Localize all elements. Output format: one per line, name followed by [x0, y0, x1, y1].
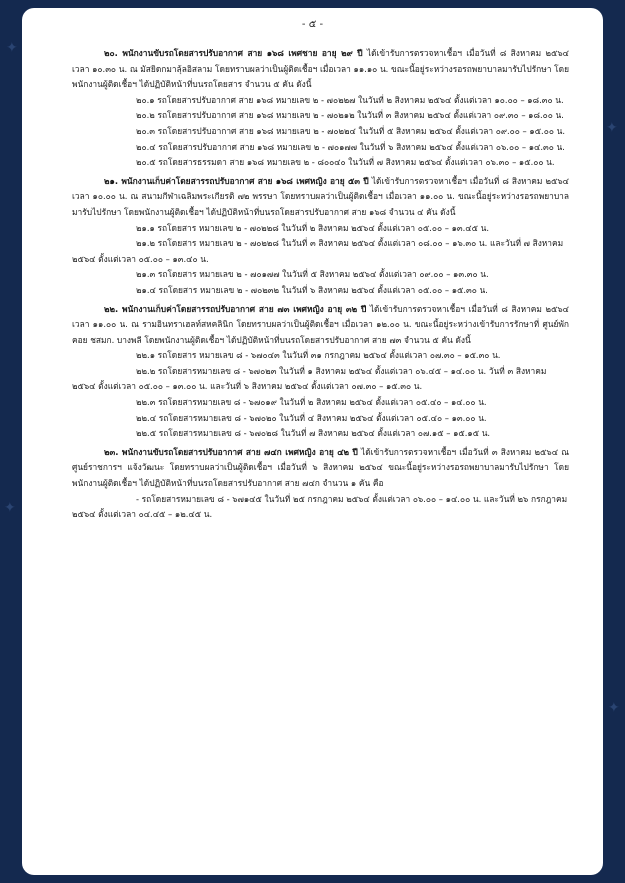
section-title: ๒๑. พนักงานเก็บค่าโดยสารรถปรับอากาศ สาย ๑๖๘ เพศหญิง อายุ ๕๓ ปี	[104, 175, 369, 186]
section-title: ๒๓. พนักงานขับรถโดยสารปรับอากาศ สาย ๗๔ก เพศหญิง อายุ ๔๒ ปี	[104, 446, 358, 457]
section-heading	[72, 46, 569, 93]
section-title: ๒๐. พนักงานขับรถโดยสารปรับอากาศ สาย ๑๖๘ เพศชาย อายุ ๒๙ ปี	[104, 48, 363, 58]
section-description: ได้เข้ารับการตรวจหาเชื้อฯ เมื่อวันที่ ๘ สิงหาคม ๒๕๖๔ เวลา ๑๑.๐๐ น. ณ รามอินทราเฮลท์สหคลินิก โดยทราบผลว่าเป็นผู้ติดเชื้อฯ เมื่อเวลา ๑๒.๐๐ น. ขณะนี้อยู่ระหว่างเข้ารับการรักษาที่ ศูนย์พักคอย ชสมก. บางพลี โดยพนักงานผู้ติดเชื้อฯ ได้ปฏิบัติหน้าที่บนรถโดยสารปรับอากาศ สาย ๗๓ จำนวน ๕ คัน ดังนี้	[72, 303, 569, 345]
section-heading	[72, 174, 569, 221]
list-item: ๒๐.๔ รถโดยสารปรับอากาศ สาย ๑๖๘ หมายเลข ๒ - ๗๐๑๗๗ ในวันที่ ๖ สิงหาคม ๒๕๖๔ ตั้งแต่เวลา ๐๖.๐๐ – ๑๔.๓๐ น.	[136, 141, 565, 152]
list-item: ๒๑.๓ รถโดยสาร หมายเลข ๒ - ๗๐๑๗๗ ในวันที่ ๕ สิงหาคม ๒๕๖๔ ตั้งแต่เวลา ๐๙.๐๐ – ๑๓.๓๐ น.	[136, 269, 489, 280]
list-item: ๒๒.๑ รถโดยสาร หมายเลข ๘ - ๖๗๐๔๓ ในวันที่ ๓๑ กรกฎาคม ๒๕๖๔ ตั้งแต่เวลา ๐๗.๓๐ – ๑๕.๓๐ น.	[136, 350, 501, 361]
list-item: ๒๐.๒ รถโดยสารปรับอากาศ สาย ๑๖๘ หมายเลข ๒ - ๗๐๒๑๒ ในวันที่ ๓ สิงหาคม ๒๕๖๔ ตั้งแต่เวลา ๐๙.๓๐ – ๑๘.๐๐ น.	[136, 110, 564, 121]
section-heading	[72, 302, 569, 349]
section-description: ได้เข้ารับการตรวจหาเชื้อฯ เมื่อวันที่ ๓ สิงหาคม ๒๕๖๔ ณ ศูนย์ราชการฯ แจ้งวัฒนะ โดยทราบผลว่าเป็นผู้ติดเชื้อฯ เมื่อวันที่ ๖ สิงหาคม ๒๕๖๔ ขณะนี้อยู่ระหว่างรอรถพยาบาลมารับไปรักษา โดยพนักงานผู้ติดเชื้อฯ ได้ปฏิบัติหน้าที่บนรถโดยสารปรับอากาศ สาย ๗๔ก จำนวน ๑ คัน คือ	[72, 446, 569, 489]
section-description: ได้เข้ารับการตรวจหาเชื้อฯ เมื่อวันที่ ๘ สิงหาคม ๒๕๖๔ เวลา ๑๐.๐๐ น. ณ สนามกีฬาเฉลิมพระเกียรติ ๗๒ พรรษา โดยทราบผลว่าเป็นผู้ติดเชื้อฯ เมื่อเวลา ๑๑.๐๐ น. ขณะนี้อยู่ระหว่างรอรถพยาบาลมารับไปรักษา โดยพนักงานผู้ติดเชื้อฯ ได้ปฏิบัติหน้าที่บนรถโดยสารปรับอากาศ สาย ๑๖๘ จำนวน ๔ คัน ดังนี้	[72, 175, 569, 217]
list-item: ๒๐.๑ รถโดยสารปรับอากาศ สาย ๑๖๘ หมายเลข ๒ - ๗๐๒๒๗ ในวันที่ ๒ สิงหาคม ๒๕๖๔ ตั้งแต่เวลา ๑๐.๐๐ – ๑๘.๓๐ น.	[136, 94, 564, 105]
background-decoration: ✦	[608, 700, 620, 716]
list-item: ๒๐.๕ รถโดยสารธรรมดา สาย ๑๖๘ หมายเลข ๒ - ๘๐๐๔๐ ในวันที่ ๗ สิงหาคม ๒๕๖๔ ตั้งแต่เวลา ๐๖.๓๐ – ๑๕.๐๐ น.	[136, 157, 555, 168]
document-body	[72, 46, 569, 523]
section-description: ได้เข้ารับการตรวจหาเชื้อฯ เมื่อวันที่ ๘ สิงหาคม ๒๕๖๔ เวลา ๑๐.๓๐ น. ณ มัสยิดกมาลุ้ลอิสลาม โดยทราบผลว่าเป็นผู้ติดเชื้อฯ เมื่อเวลา ๑๑.๑๐ น. ขณะนี้อยู่ระหว่างรอรถพยาบาลมารับไปรักษา โดยพนักงานผู้ติดเชื้อฯ ได้ปฏิบัติหน้าที่บนรถโดยสาร จำนวน ๕ คัน ดังนี้	[72, 48, 569, 90]
list-item: ๒๒.๕ รถโดยสารหมายเลข ๘ - ๖๗๐๒๘ ในวันที่ ๗ สิงหาคม ๒๕๖๔ ตั้งแต่เวลา ๐๗.๑๕ – ๑๕.๑๕ น.	[136, 428, 491, 439]
list-item: ๒๑.๑ รถโดยสาร หมายเลข ๒ - ๗๐๒๒๘ ในวันที่ ๒ สิงหาคม ๒๕๖๔ ตั้งแต่เวลา ๐๕.๐๐ – ๑๓.๔๕ น.	[136, 222, 490, 233]
background-decoration: ✦	[6, 40, 18, 56]
document-page	[22, 8, 603, 875]
list-item: ๒๐.๓ รถโดยสารปรับอากาศ สาย ๑๖๘ หมายเลข ๒ - ๗๐๒๒๔ ในวันที่ ๕ สิงหาคม ๒๕๖๔ ตั้งแต่เวลา ๐๙.๐๐ – ๑๕.๐๐ น.	[136, 125, 565, 136]
background-decoration: ✦	[4, 500, 16, 516]
section-title: ๒๒. พนักงานเก็บค่าโดยสารรถปรับอากาศ สาย ๗๓ เพศหญิง อายุ ๓๒ ปี	[104, 303, 367, 314]
list-item: ๒๒.๒ รถโดยสารหมายเลข ๘ - ๖๗๐๒๓ ในวันที่ ๑ สิงหาคม ๒๕๖๔ ตั้งแต่เวลา ๐๖.๔๕ – ๑๔.๐๐ น. วันที่ ๓ สิงหาคม ๒๕๖๔ ตั้งแต่เวลา ๐๕.๐๐ – ๑๓.๐๐ น. และวันที่ ๖ สิงหาคม ๒๕๖๔ ตั้งแต่เวลา ๐๗.๓๐ – ๑๕.๓๐ น.	[72, 365, 547, 392]
list-item: - รถโดยสารหมายเลข ๘ - ๖๗๑๔๕ ในวันที่ ๒๕ กรกฎาคม ๒๕๖๔ ตั้งแต่เวลา ๐๖.๐๐ – ๑๔.๐๐ น. และวันที่ ๒๖ กรกฎาคม ๒๕๖๔ ตั้งแต่เวลา ๐๔.๔๕ – ๑๒.๔๕ น.	[72, 493, 568, 520]
list-item: ๒๑.๒ รถโดยสาร หมายเลข ๒ - ๗๐๒๒๘ ในวันที่ ๓ สิงหาคม ๒๕๖๔ ตั้งแต่เวลา ๐๘.๐๐ – ๑๖.๓๐ น. และวันที่ ๗ สิงหาคม ๒๕๖๔ ตั้งแต่เวลา ๐๕.๐๐ – ๑๓.๔๐ น.	[72, 238, 564, 264]
page-number: - ๕ -	[301, 19, 324, 30]
background-decoration: ✦	[606, 120, 618, 136]
list-item: ๒๒.๓ รถโดยสารหมายเลข ๘ - ๖๗๐๑๙ ในวันที่ ๒ สิงหาคม ๒๕๖๔ ตั้งแต่เวลา ๐๕.๔๐ – ๑๔.๐๐ น.	[136, 397, 487, 408]
section-heading	[72, 445, 569, 492]
list-item: ๒๒.๔ รถโดยสารหมายเลข ๘ - ๖๗๐๒๐ ในวันที่ ๔ สิงหาคม ๒๕๖๔ ตั้งแต่เวลา ๐๕.๔๐ – ๑๓.๐๐ น.	[136, 412, 487, 423]
list-item: ๒๑.๔ รถโดยสาร หมายเลข ๒ - ๗๐๒๓๒ ในวันที่ ๖ สิงหาคม ๒๕๖๔ ตั้งแต่เวลา ๐๕.๐๐ – ๑๕.๓๐ น.	[136, 284, 488, 295]
